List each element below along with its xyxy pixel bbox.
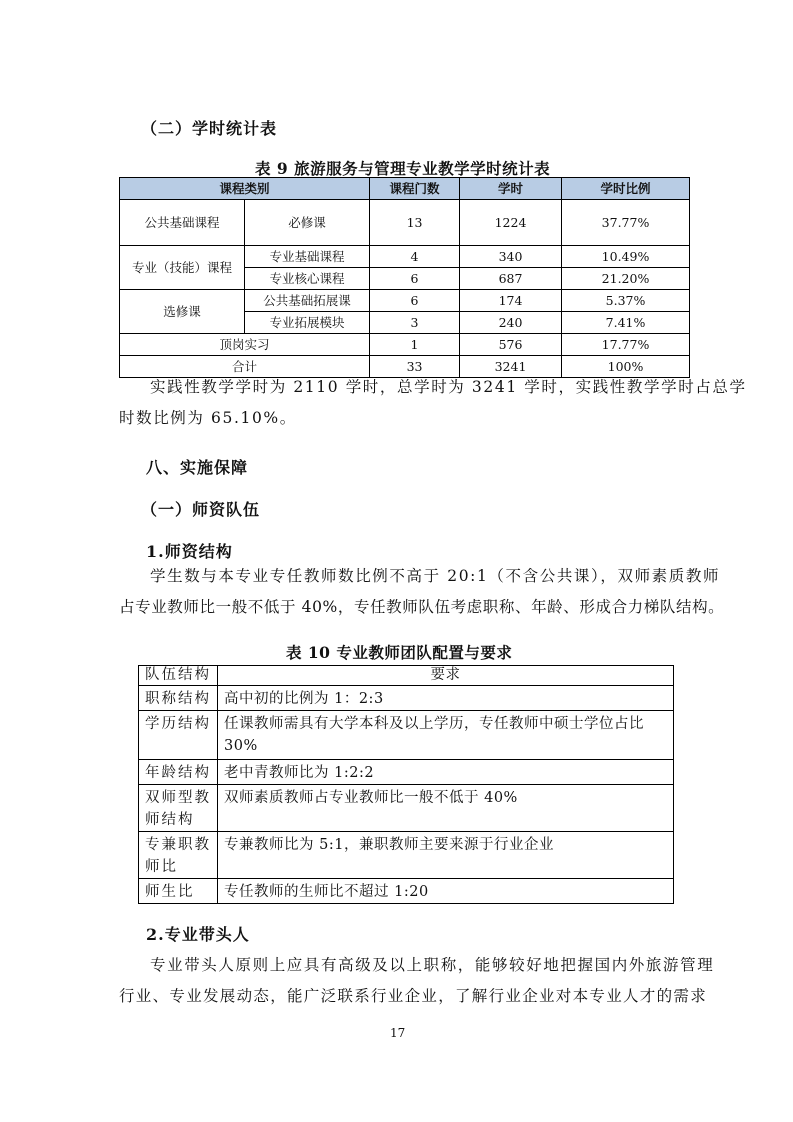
structure-cell: 专兼职教师比 xyxy=(139,832,218,879)
requirement-cell: 双师素质教师占专业教师比一般不低于 40% xyxy=(218,785,674,832)
header-requirement: 要求 xyxy=(218,666,674,686)
subsection-title-2: 2.专业带头人 xyxy=(146,925,250,944)
table-row xyxy=(139,785,674,832)
ratio-cell: 37.77% xyxy=(562,200,690,246)
subcategory-cell: 公共基础拓展课 xyxy=(245,290,370,312)
category-cell: 专业（技能）课程 xyxy=(120,246,245,290)
ratio-cell: 5.37% xyxy=(562,290,690,312)
structure-cell: 师生比 xyxy=(139,879,218,904)
count-cell: 6 xyxy=(370,268,460,290)
hours-cell: 240 xyxy=(460,312,562,334)
subcategory-cell: 专业基础课程 xyxy=(245,246,370,268)
hours-cell: 576 xyxy=(460,334,562,356)
ratio-cell: 17.77% xyxy=(562,334,690,356)
ratio-cell: 100% xyxy=(562,356,690,378)
header-course-category: 课程类别 xyxy=(120,178,370,200)
structure-cell: 双师型教师结构 xyxy=(139,785,218,832)
header-hours: 学时 xyxy=(460,178,562,200)
table-row xyxy=(139,686,674,711)
ratio-cell: 7.41% xyxy=(562,312,690,334)
paragraph-line: 实践性教学学时为 2110 学时，总学时为 3241 学时，实践性教学学时占总学 xyxy=(150,378,747,396)
structure-cell: 年龄结构 xyxy=(139,760,218,785)
subcategory-cell: 必修课 xyxy=(245,200,370,246)
table10-caption: 表 10 专业教师团队配置与要求 xyxy=(286,643,513,662)
table-row xyxy=(139,760,674,785)
section-title-8-1: （一）师资队伍 xyxy=(141,500,261,519)
section-title-2: （二）学时统计表 xyxy=(141,119,278,138)
table9-caption: 表 9 旅游服务与管理专业教学学时统计表 xyxy=(255,159,551,178)
table-row xyxy=(139,711,674,760)
table-row xyxy=(120,334,690,356)
structure-cell: 职称结构 xyxy=(139,686,218,711)
course-hours-table xyxy=(119,177,690,378)
program-leader-paragraph xyxy=(119,950,715,1012)
category-cell: 公共基础课程 xyxy=(120,200,245,246)
category-cell: 选修课 xyxy=(120,290,245,334)
table-row xyxy=(120,246,690,268)
table-row xyxy=(120,200,690,246)
header-team-structure: 队伍结构 xyxy=(139,666,218,686)
requirement-cell: 专任教师的生师比不超过 1:20 xyxy=(218,879,674,904)
paragraph-line: 学生数与本专业专任教师数比例不高于 20:1（不含公共课），双师素质教师 xyxy=(150,567,721,585)
count-cell: 6 xyxy=(370,290,460,312)
paragraph-line: 时数比例为 65.10%。 xyxy=(119,409,297,427)
paragraph-line: 专业带头人原则上应具有高级及以上职称，能够较好地把握国内外旅游管理 xyxy=(150,956,715,974)
hours-cell: 3241 xyxy=(460,356,562,378)
subsection-title-1: 1.师资结构 xyxy=(146,542,233,561)
count-cell: 13 xyxy=(370,200,460,246)
count-cell: 3 xyxy=(370,312,460,334)
hours-cell: 174 xyxy=(460,290,562,312)
table-header-row xyxy=(120,178,690,200)
subcategory-cell: 专业拓展模块 xyxy=(245,312,370,334)
table-row xyxy=(139,832,674,879)
header-course-count: 课程门数 xyxy=(370,178,460,200)
paragraph-line: 占专业教师比一般不低于 40%，专任教师队伍考虑职称、年龄、形成合力梯队结构。 xyxy=(119,598,725,616)
requirement-cell: 专兼教师比为 5:1，兼职教师主要来源于行业企业 xyxy=(218,832,674,879)
faculty-structure-paragraph xyxy=(119,561,725,623)
hours-cell: 340 xyxy=(460,246,562,268)
teacher-team-table xyxy=(138,665,674,904)
header-hour-ratio: 学时比例 xyxy=(562,178,690,200)
practice-hours-paragraph xyxy=(119,372,747,434)
count-cell: 1 xyxy=(370,334,460,356)
hours-cell: 687 xyxy=(460,268,562,290)
requirement-cell: 任课教师需具有大学本科及以上学历，专任教师中硕士学位占比 30% xyxy=(218,711,674,760)
table-header-row xyxy=(139,666,674,686)
section-title-8: 八、实施保障 xyxy=(146,458,249,477)
count-cell: 33 xyxy=(370,356,460,378)
paragraph-line: 行业、专业发展动态，能广泛联系行业企业，了解行业企业对本专业人才的需求 xyxy=(119,987,708,1005)
hours-cell: 1224 xyxy=(460,200,562,246)
total-label-cell: 合计 xyxy=(120,356,370,378)
ratio-cell: 21.20% xyxy=(562,268,690,290)
structure-cell: 学历结构 xyxy=(139,711,218,760)
category-cell: 顶岗实习 xyxy=(120,334,370,356)
table-row xyxy=(120,290,690,312)
count-cell: 4 xyxy=(370,246,460,268)
subcategory-cell: 专业核心课程 xyxy=(245,268,370,290)
page-number: 17 xyxy=(390,1026,406,1040)
table-row xyxy=(139,879,674,904)
requirement-cell: 老中青教师比为 1:2:2 xyxy=(218,760,674,785)
requirement-cell: 高中初的比例为 1：2:3 xyxy=(218,686,674,711)
ratio-cell: 10.49% xyxy=(562,246,690,268)
